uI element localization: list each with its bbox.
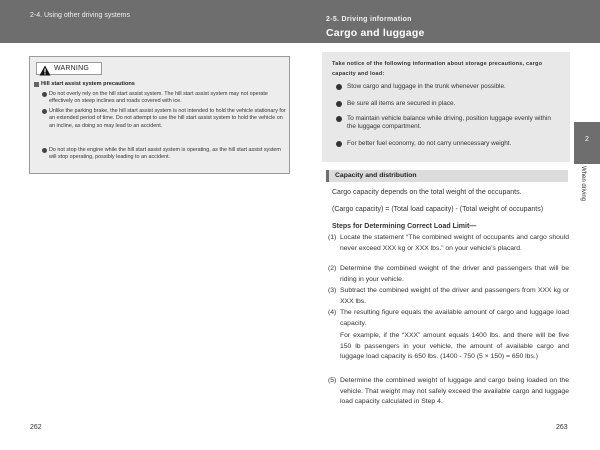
chapter-tab bbox=[574, 122, 600, 164]
step-number: (2) bbox=[328, 265, 337, 272]
step-text: Locate the statement “The combined weight of occupants and cargo should never exceed XXX kg or XXX lbs.” on your vehicle’s placard. bbox=[340, 234, 569, 252]
info-item-text: For better fuel economy, do not carry unnecessary weight. bbox=[347, 140, 512, 147]
warning-item-text: Do not stop the engine while the hill start assist system is operating, as the hill start assist system will stop operating, possibly leading to an accident. bbox=[49, 147, 281, 161]
warning-subheading bbox=[34, 81, 135, 87]
right-page-number: 263 bbox=[556, 424, 568, 431]
header-band bbox=[0, 0, 600, 43]
step-example-text: For example, if the “XXX” amount equals 1400 lbs. and there will be five 150 lb passengers in your vehicle, the amount of available cargo and luggage load capacity is 650 lbs. (1400 - 750 (5 × 150) = 650 lbs.) bbox=[340, 332, 569, 360]
info-item bbox=[336, 140, 561, 148]
page-title: Cargo and luggage bbox=[326, 27, 425, 39]
warning-box bbox=[29, 56, 290, 174]
step-text: The resulting figure equals the available amount of cargo and luggage load capacity. bbox=[340, 309, 569, 327]
capacity-formula: (Cargo capacity) = (Total load capacity) - (Total weight of occupants) bbox=[332, 206, 544, 213]
step-text: Determine the combined weight of the driver and passengers that will be riding in your vehicle. bbox=[340, 265, 569, 283]
bullet-icon bbox=[336, 101, 342, 107]
capacity-heading: Capacity and distribution bbox=[335, 172, 417, 179]
steps-title: Steps for Determining Correct Load Limit— bbox=[332, 223, 477, 230]
info-item bbox=[336, 83, 561, 91]
bullet-icon bbox=[336, 84, 342, 90]
left-page-number: 262 bbox=[30, 424, 42, 431]
info-item bbox=[336, 115, 561, 132]
capacity-intro: Cargo capacity depends on the total weight of the occupants. bbox=[332, 189, 522, 196]
storage-info-box bbox=[322, 52, 570, 162]
step-number: (1) bbox=[328, 234, 337, 241]
step-text: Subtract the combined weight of the driver and passengers from XXX kg or XXX lbs. bbox=[340, 287, 569, 305]
capacity-section-header bbox=[326, 170, 568, 182]
info-item-text: Stow cargo and luggage in the trunk whenever possible. bbox=[347, 83, 506, 90]
step-number: (3) bbox=[328, 287, 337, 294]
left-page-header: 2-4. Using other driving systems bbox=[30, 12, 130, 19]
warning-triangle-icon bbox=[39, 63, 51, 74]
step-number: (4) bbox=[328, 309, 337, 316]
bullet-icon bbox=[42, 109, 47, 114]
info-heading: Take notice of the following information about storage precautions, cargo capacity and load: bbox=[332, 61, 543, 77]
square-bullet-icon bbox=[34, 82, 39, 87]
section-label: 2-5. Driving information bbox=[326, 16, 412, 23]
bullet-icon bbox=[42, 92, 47, 97]
bullet-icon bbox=[336, 116, 342, 122]
warning-header bbox=[36, 62, 102, 75]
bullet-icon bbox=[42, 148, 47, 153]
warning-subheading-text: Hill start assist system precautions bbox=[41, 81, 135, 87]
bullet-icon bbox=[336, 141, 342, 147]
warning-item bbox=[42, 108, 286, 130]
info-item bbox=[336, 100, 561, 108]
chapter-number: 2 bbox=[585, 136, 589, 143]
info-item-text: Be sure all items are secured in place. bbox=[347, 100, 456, 107]
warning-item-text: Unlike the parking brake, the hill start assist system is not intended to hold the vehicle stationary for an extended period of time. Do not attempt to use the hill start assist system to hold the vehicle on an incline, as doing so may lead to an accident. bbox=[49, 108, 286, 129]
warning-item bbox=[42, 91, 286, 106]
warning-item-text: Do not overly rely on the hill start assist system. The hill start assist system may not operate effectively on steep inclines and roads covered with ice. bbox=[49, 91, 268, 105]
chapter-label: When driving bbox=[580, 166, 586, 202]
warning-item bbox=[42, 147, 286, 162]
warning-label: WARNING bbox=[54, 65, 89, 72]
step-number: (5) bbox=[328, 377, 337, 384]
step-text: Determine the combined weight of luggage and cargo being loaded on the vehicle. That weight may not safely exceed the available cargo and luggage load capacity calculated in Step 4. bbox=[340, 377, 569, 405]
info-item-text: To maintain vehicle balance while driving, position luggage evenly within the luggage compartment. bbox=[347, 115, 551, 131]
